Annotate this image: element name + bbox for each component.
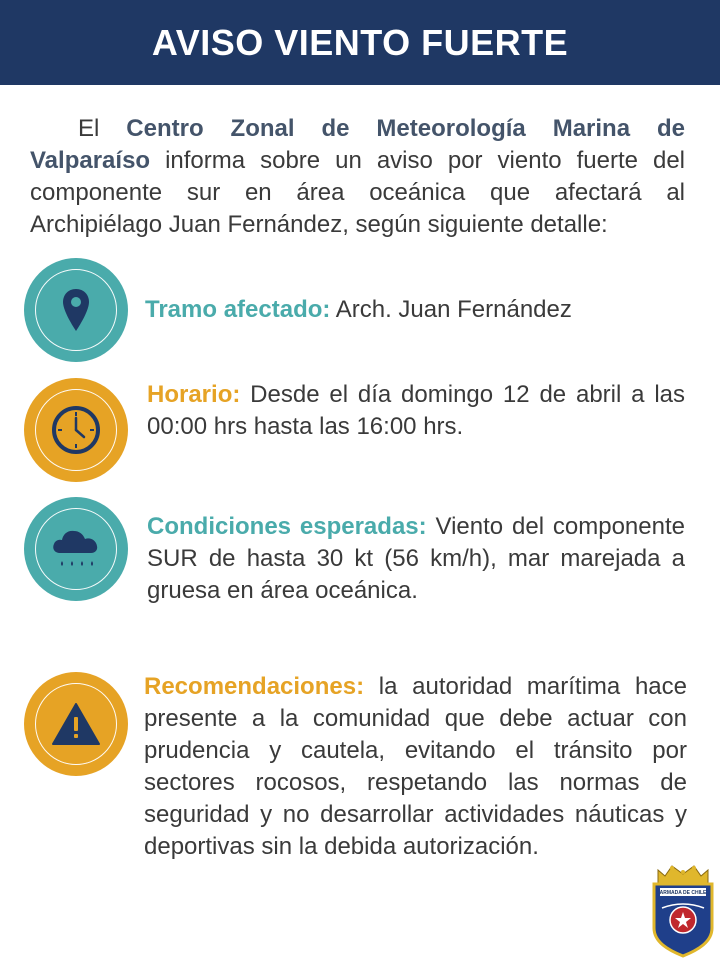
header-banner: [0, 0, 720, 85]
horario-label: Horario:: [147, 381, 241, 408]
intro-rest: informa sobre un aviso por viento fuerte del componente sur en área oceánica que afectará al Archipiélago Juan Fernández, según siguiente detalle:: [30, 147, 685, 238]
horario-text: Desde el día domingo 12 de abril a las 00:00 hrs hasta las 16:00 hrs.: [147, 381, 685, 440]
tramo-text: Arch. Juan Fernández: [330, 296, 572, 323]
item-condiciones: [147, 511, 685, 607]
recomendaciones-label: Recomendaciones:: [144, 673, 365, 700]
item-tramo: [145, 294, 685, 326]
tramo-label: Tramo afectado:: [145, 296, 331, 323]
location-pin-icon: [61, 288, 91, 332]
intro-pre: El: [78, 115, 127, 142]
warning-badge: [24, 672, 128, 776]
item-recomendaciones: [144, 671, 687, 863]
page-title: AVISO VIENTO FUERTE: [151, 21, 569, 63]
intro-paragraph: [30, 113, 685, 241]
clock-icon: [50, 404, 102, 456]
warning-icon: [51, 702, 101, 746]
armada-de-chile-crest-icon: [650, 862, 716, 958]
item-horario: [147, 379, 685, 443]
recomendaciones-text: la autoridad marítima hace presente a la comunidad que debe actuar con prudencia y cautela, evitando el tránsito por sectores rocosos, respetando las normas de seguridad y no desarrollar actividades náuticas y deportivas sin la debida autorización.: [144, 673, 687, 860]
weather-badge: [24, 497, 128, 601]
intro-organization: Centro Zonal de Meteorología Marina de Valparaíso: [30, 115, 685, 174]
rain-cloud-icon: [50, 525, 102, 573]
condiciones-text: Viento del componente SUR de hasta 30 kt (56 km/h), mar marejada a gruesa en área oceánica.: [147, 513, 685, 604]
crest-text: ARMADA DE CHILE: [659, 890, 707, 896]
clock-badge: [24, 378, 128, 482]
location-badge: [24, 258, 128, 362]
condiciones-label: Condiciones esperadas:: [147, 513, 427, 540]
